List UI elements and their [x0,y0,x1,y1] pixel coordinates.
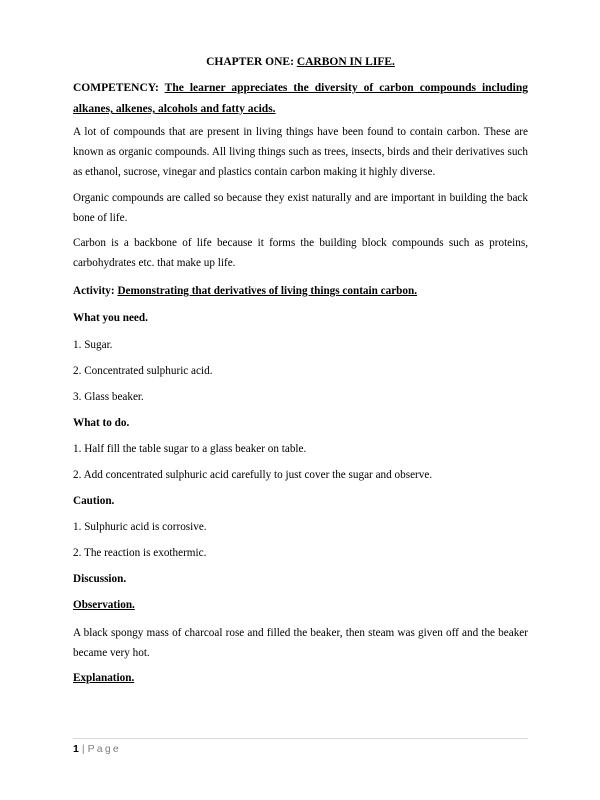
discussion-heading: Discussion. [73,573,127,585]
step-item: 1. Half fill the table sugar to a glass beaker on table. [73,443,307,455]
competency-statement [73,78,528,120]
competency-text: The learner appreciates the diversity of carbon compounds including alkanes, alkenes, alcohols and fatty acids. [73,82,528,115]
page-footer [73,742,121,756]
paragraph-organic-definition: Organic compounds are called so because they exist naturally and are important in building the back bone of life. [73,192,528,224]
page-label: Page [87,743,121,755]
footer-divider [73,738,528,739]
paragraph-organic-compounds: A lot of compounds that are present in living things have been found to contain carbon. These are known as organic compounds. All living things such as trees, insects, birds and their derivatives such as ethanol, sucrose, vinegar and plastics contain carbon making it highly diverse. [73,126,528,178]
activity-title: Demonstrating that derivatives of living things contain carbon. [117,285,418,297]
what-you-need-heading: What you need. [73,312,148,324]
caution-item: 1. Sulphuric acid is corrosive. [73,521,207,533]
caution-item: 2. The reaction is exothermic. [73,547,207,559]
step-item: 2. Add concentrated sulphuric acid carefully to just cover the sugar and observe. [73,469,433,481]
chapter-label: CHAPTER ONE: [206,56,294,68]
footer-separator: | [81,743,85,755]
activity-heading [73,284,417,298]
explanation-heading: Explanation. [73,672,135,684]
observation-text: A black spongy mass of charcoal rose and filled the beaker, then steam was given off and the beaker became very hot. [73,627,528,659]
observation-heading: Observation. [73,599,135,611]
document-page [73,0,528,800]
chapter-title [73,55,528,69]
need-item: 2. Concentrated sulphuric acid. [73,365,213,377]
chapter-name: CARBON IN LIFE. [296,56,395,68]
competency-label: COMPETENCY: [73,82,159,94]
need-item: 3. Glass beaker. [73,391,144,403]
need-item: 1. Sugar. [73,339,113,351]
paragraph-carbon-backbone: Carbon is a backbone of life because it forms the building block compounds such as proteins, carbohydrates etc. that make up life. [73,237,528,269]
caution-heading: Caution. [73,495,115,507]
what-to-do-heading: What to do. [73,417,130,429]
page-number: 1 [73,743,79,755]
activity-label: Activity: [73,285,115,297]
